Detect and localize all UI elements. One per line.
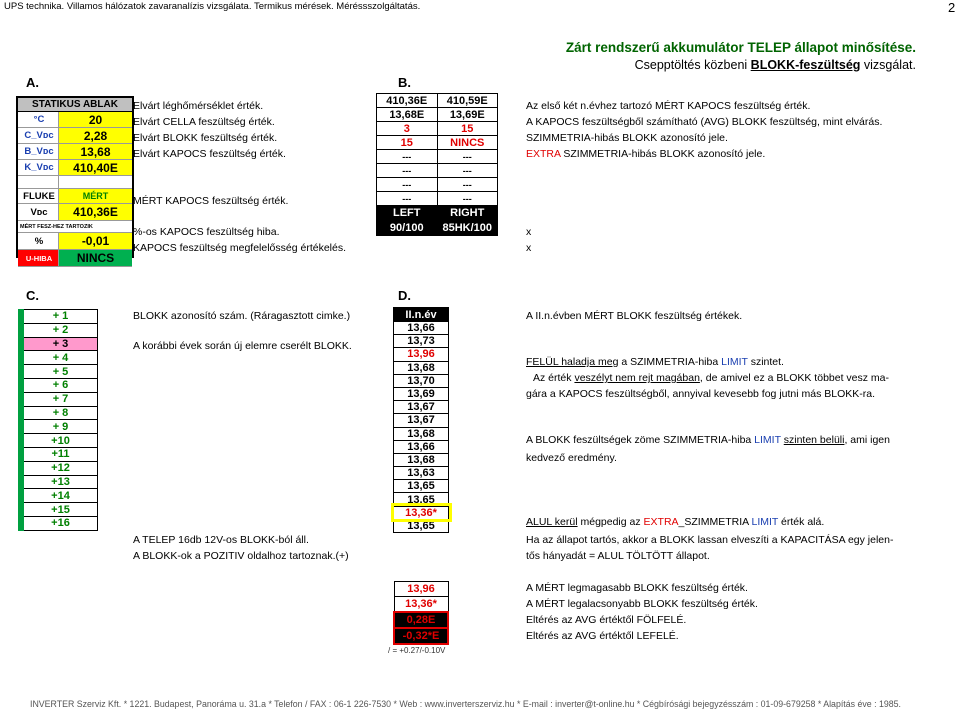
d-stats-cell: 0,28E xyxy=(394,612,448,628)
d-table-cell: 13,67 xyxy=(394,414,449,427)
d-note-1: A II.n.évben MÉRT BLOKK feszültség értékek. xyxy=(526,310,743,322)
b-table-cell: 3 xyxy=(377,122,438,136)
d-note-5-b: , ami igen xyxy=(844,434,890,446)
d-stat-label-min: A MÉRT legalacsonyabb BLOKK feszültség érték. xyxy=(526,598,758,610)
d-voltage-table xyxy=(393,307,449,533)
d-stats-cell: 13,36* xyxy=(394,597,448,613)
d-table-row xyxy=(394,480,449,493)
b-table-cell: --- xyxy=(377,192,438,206)
a-label-terminal: Elvárt KAPOCS feszültség érték. xyxy=(133,148,286,160)
status-row xyxy=(18,189,132,204)
block-id-cell: + 9 xyxy=(21,420,98,434)
block-id-row xyxy=(21,323,98,337)
header-title: UPS technika. Villamos hálózatok zavaranalízis vizsgálata. Termikus mérések. Méréssszolgáltatás. xyxy=(4,1,421,12)
d-table-cell: 13,67 xyxy=(394,401,449,414)
d-note-3-a: Az érték xyxy=(533,372,575,384)
d-table-cell: 13,65 xyxy=(394,493,449,506)
d-stats-table xyxy=(393,581,449,645)
d-note-3-b: , de amivel ez a BLOKK többet vesz ma- xyxy=(699,372,890,384)
d-stats-note: / = +0.27/-0.10V xyxy=(388,646,446,655)
status-row-label: U-HIBA xyxy=(18,250,58,266)
c-label-block-id: BLOKK azonosító szám. (Ráragasztott cimke.) xyxy=(133,310,351,322)
status-row-value: NINCS xyxy=(58,250,132,266)
status-window-rows xyxy=(18,112,132,267)
b-table-cell: 13,68E xyxy=(377,108,438,122)
d-table-cell: 13,68 xyxy=(394,427,449,440)
block-id-cell: + 2 xyxy=(21,323,98,337)
d-table-row xyxy=(394,440,449,453)
x-mark-2: x xyxy=(526,242,532,254)
section-d-label: D. xyxy=(398,288,411,303)
b-table-cell: RIGHT xyxy=(437,206,498,221)
status-row xyxy=(18,250,132,267)
x-mark-1: x xyxy=(526,226,532,238)
status-row xyxy=(18,233,132,250)
block-id-row xyxy=(21,434,98,448)
d-stats-row xyxy=(394,582,448,597)
a-label-temp: Elvárt léghőmérséklet érték. xyxy=(133,100,264,112)
status-row-value: 410,40E xyxy=(58,160,132,175)
status-row xyxy=(18,112,132,128)
status-row-label: °C xyxy=(18,112,58,127)
d-note-5 xyxy=(526,434,890,446)
block-id-cell: + 1 xyxy=(21,310,98,324)
d-stat-label-down: Eltérés az AVG értéktől LEFELÉ. xyxy=(526,630,679,642)
d-note-2-limit: LIMIT xyxy=(721,356,748,368)
block-id-cell: +16 xyxy=(21,516,98,530)
status-row-label: B_Vᴅᴄ xyxy=(18,144,58,159)
d-table-cell: 13,65 xyxy=(394,519,449,532)
a-label-measured: MÉRT KAPOCS feszültség érték. xyxy=(133,195,289,207)
d-note-7-limit: LIMIT xyxy=(751,516,779,528)
status-row-value: 13,68 xyxy=(58,144,132,159)
d-note-2-underlined: FELÜL haladja meg xyxy=(526,356,619,368)
block-id-cell: + 7 xyxy=(21,392,98,406)
b-table-row xyxy=(377,178,498,192)
block-id-cell: +14 xyxy=(21,489,98,503)
b-note-2: A KAPOCS feszültségből számítható (AVG) BLOKK feszültség, mint elvárás. xyxy=(526,116,883,128)
b-table-cell: 410,59E xyxy=(437,94,498,108)
a-label-block: Elvárt BLOKK feszültség érték. xyxy=(133,132,278,144)
a-label-percent: %-os KAPOCS feszültség hiba. xyxy=(133,226,280,238)
d-table-row xyxy=(394,348,449,361)
d-note-7 xyxy=(526,516,824,528)
d-table-row xyxy=(394,467,449,480)
b-table-cell: --- xyxy=(377,164,438,178)
status-row-label xyxy=(18,176,58,188)
status-row-label: MÉRT FESZ-HEZ TARTOZIK xyxy=(18,221,130,232)
block-id-cell: + 8 xyxy=(21,406,98,420)
block-id-row xyxy=(21,447,98,461)
b-table-row xyxy=(377,192,498,206)
b-table xyxy=(376,93,498,236)
d-stats-cell: 13,96 xyxy=(394,582,448,597)
block-id-cell: + 3 xyxy=(21,337,98,351)
block-id-row xyxy=(21,461,98,475)
d-stats-row xyxy=(394,597,448,613)
b-table-cell: --- xyxy=(437,178,498,192)
page-number: 2 xyxy=(948,0,956,15)
d-table-row xyxy=(394,387,449,400)
d-table-cell: 13,65 xyxy=(394,480,449,493)
status-row-value xyxy=(58,176,132,188)
section-b-label: B. xyxy=(398,75,411,90)
d-table-cell: 13,69 xyxy=(394,387,449,400)
d-table-row xyxy=(394,414,449,427)
d-table-row xyxy=(394,374,449,387)
d-note-7-c: érték alá. xyxy=(778,516,825,528)
status-row xyxy=(18,204,132,221)
b-table-cell: --- xyxy=(437,150,498,164)
a-label-evaluation: KAPOCS feszültség megfelelősség értékelés. xyxy=(133,242,347,254)
b-note-4-extra: EXTRA xyxy=(526,148,561,160)
c-label-replaced: A korábbi évek során új elemre cserélt BLOKK. xyxy=(133,340,352,352)
b-note-4 xyxy=(526,148,765,160)
block-id-row xyxy=(21,489,98,503)
d-table-header: II.n.év xyxy=(394,308,449,322)
block-id-cell: +10 xyxy=(21,434,98,448)
d-note-5-underlined: szinten belüli xyxy=(783,434,845,446)
block-id-row xyxy=(21,420,98,434)
block-id-row xyxy=(21,392,98,406)
footer-company-info: INVERTER Szerviz Kft. * 1221. Budapest, Panoráma u. 31.a * Telefon / FAX : 06-1 226-7530 * Web : www.inverterszerviz.hu * E-mail : inverter@t-online.hu * Cégbírósági bejegyzésszám : 01-09-679258 * Alapítás éve : 1985. xyxy=(30,699,901,709)
d-table-header-row xyxy=(394,308,449,322)
section-c-label: C. xyxy=(26,288,39,303)
b-table-row xyxy=(377,136,498,150)
d-table-cell: 13,68 xyxy=(394,453,449,466)
d-note-7-a: mégpedig az xyxy=(577,516,644,528)
d-stat-label-max: A MÉRT legmagasabb BLOKK feszültség érték. xyxy=(526,582,748,594)
c-label-positive: A BLOKK-ok a POZITIV oldalhoz tartoznak.(+) xyxy=(133,550,349,562)
d-note-7-b: _SZIMMETRIA xyxy=(678,516,752,528)
block-id-cell: +15 xyxy=(21,503,98,517)
d-note-7-extra: EXTRA xyxy=(643,516,679,528)
block-id-column xyxy=(18,309,98,531)
b-table-cell: 410,36E xyxy=(377,94,438,108)
block-id-row xyxy=(21,351,98,365)
block-id-row xyxy=(21,365,98,379)
b-table-row xyxy=(377,122,498,136)
status-row xyxy=(18,160,132,176)
d-stat-label-up: Eltérés az AVG értéktől FÖLFELÉ. xyxy=(526,614,687,626)
b-table-cell: 13,69E xyxy=(437,108,498,122)
d-table-cell: 13,96 xyxy=(394,348,449,361)
section-a-label: A. xyxy=(26,75,39,90)
d-table-row xyxy=(394,506,449,519)
d-table-cell: 13,36* xyxy=(394,506,449,519)
b-table-row xyxy=(377,221,498,236)
d-table-cell: 13,66 xyxy=(394,322,449,335)
status-row-value: -0,01 xyxy=(58,233,132,249)
b-table-cell: 85HK/100 xyxy=(437,221,498,236)
d-table-cell: 13,68 xyxy=(394,361,449,374)
d-table-row xyxy=(394,401,449,414)
d-table-row xyxy=(394,427,449,440)
d-table-cell: 13,66 xyxy=(394,440,449,453)
d-table-row xyxy=(394,335,449,348)
doc-subtitle xyxy=(635,58,916,72)
b-table-cell: --- xyxy=(377,150,438,164)
b-table-row xyxy=(377,150,498,164)
status-row-label: FLUKE xyxy=(18,189,58,203)
c-label-battery-count: A TELEP 16db 12V-os BLOKK-ból áll. xyxy=(133,534,309,546)
b-table-row xyxy=(377,164,498,178)
b-table-cell: LEFT xyxy=(377,206,438,221)
d-table-row xyxy=(394,519,449,532)
d-stats-row xyxy=(394,612,448,628)
doc-title: Zárt rendszerű akkumulátor TELEP állapot minősítése. xyxy=(565,40,916,55)
block-id-cell: +11 xyxy=(21,447,98,461)
b-table-cell: 90/100 xyxy=(377,221,438,236)
d-note-4: gára a KAPOCS feszültségből, annyival kevesebb fog jutni más BLOKK-ra. xyxy=(526,388,876,400)
d-note-3-underlined: veszélyt nem rejt magában xyxy=(574,372,700,384)
d-note-6: kedvező eredmény. xyxy=(526,452,617,464)
block-id-cell: + 4 xyxy=(21,351,98,365)
status-row xyxy=(18,176,132,189)
status-row xyxy=(18,221,132,233)
d-note-5-a: A BLOKK feszültségek zöme SZIMMETRIA-hiba xyxy=(526,434,755,446)
status-window-title: STATIKUS ABLAK xyxy=(18,98,132,112)
b-table-cell: --- xyxy=(437,164,498,178)
block-id-cell: +13 xyxy=(21,475,98,489)
block-id-cell: + 6 xyxy=(21,378,98,392)
d-table-row xyxy=(394,493,449,506)
a-label-cell: Elvárt CELLA feszültség érték. xyxy=(133,116,275,128)
block-id-row xyxy=(21,475,98,489)
d-table-cell: 13,63 xyxy=(394,467,449,480)
b-table-row xyxy=(377,108,498,122)
d-note-8: Ha az állapot tartós, akkor a BLOKK lassan elveszíti a KAPACITÁSA egy jelen- xyxy=(526,534,894,546)
d-note-7-underlined: ALUL kerül xyxy=(526,516,578,528)
status-row-label: Vᴅᴄ xyxy=(18,204,58,220)
status-row-label: % xyxy=(18,233,58,249)
b-table-cell: --- xyxy=(437,192,498,206)
doc-subtitle-bold: BLOKK-feszültség xyxy=(750,58,861,72)
block-id-row xyxy=(21,406,98,420)
block-id-row xyxy=(21,503,98,517)
status-row xyxy=(18,128,132,144)
d-note-2-a: a SZIMMETRIA-hiba xyxy=(618,356,722,368)
b-table-cell: 15 xyxy=(437,122,498,136)
status-row-value: MÉRT xyxy=(58,189,132,203)
status-row-label: C_Vᴅᴄ xyxy=(18,128,58,143)
d-note-5-limit: LIMIT xyxy=(754,434,781,446)
block-id-row xyxy=(21,310,98,324)
d-table-row xyxy=(394,453,449,466)
block-id-row xyxy=(21,337,98,351)
b-table-cell: NINCS xyxy=(437,136,498,150)
status-window-table xyxy=(16,96,134,265)
b-note-4-text: SZIMMETRIA-hibás BLOKK azonosító jele. xyxy=(560,148,766,160)
d-table-row xyxy=(394,361,449,374)
d-note-2-b: szintet. xyxy=(747,356,784,368)
b-table-row xyxy=(377,206,498,221)
block-id-cell: +12 xyxy=(21,461,98,475)
status-row-value: 2,28 xyxy=(58,128,132,143)
d-table-cell: 13,70 xyxy=(394,374,449,387)
d-stats-row xyxy=(394,628,448,644)
d-note-3 xyxy=(533,372,889,384)
d-note-9: tős hányadát = ALUL TÖLTÖTT állapot. xyxy=(526,550,710,562)
b-table-cell: 15 xyxy=(377,136,438,150)
doc-subtitle-suffix: vizsgálat. xyxy=(860,58,916,72)
d-table-row xyxy=(394,322,449,335)
b-note-1: Az első két n.évhez tartozó MÉRT KAPOCS feszültség érték. xyxy=(526,100,811,112)
b-table-row xyxy=(377,94,498,108)
b-note-3: SZIMMETRIA-hibás BLOKK azonosító jele. xyxy=(526,132,728,144)
doc-subtitle-prefix: Csepptöltés közbeni xyxy=(634,58,751,72)
block-id-cell: + 5 xyxy=(21,365,98,379)
status-row-label: K_Vᴅᴄ xyxy=(18,160,58,175)
b-table-cell: --- xyxy=(377,178,438,192)
block-id-row xyxy=(21,378,98,392)
block-id-row xyxy=(21,516,98,530)
d-note-2 xyxy=(526,356,784,368)
status-row-value: 410,36E xyxy=(58,204,132,220)
status-row xyxy=(18,144,132,160)
d-stats-cell: -0,32*E xyxy=(394,628,448,644)
status-row-value: 20 xyxy=(58,112,132,127)
d-table-cell: 13,73 xyxy=(394,335,449,348)
